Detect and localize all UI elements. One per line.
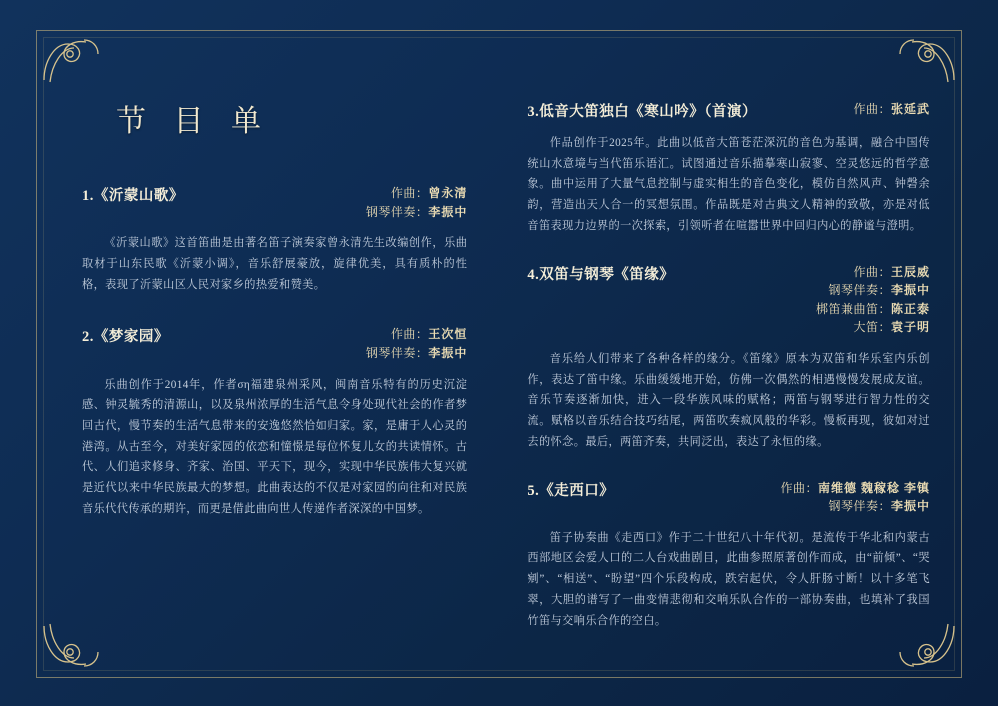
credit-line xyxy=(366,344,468,363)
program-index: 3. xyxy=(527,104,540,120)
program-description: 乐曲创作于2014年，作者ση福建泉州采风，闽南音乐特有的历史沉淀感、钟灵毓秀的清源山，以及泉州浓厚的生活气息令身处现代社会的作者梦回古代，慢节奏的生活气息带来的安逸悠然恰如归家。家，是庸于人心灵的港湾。从古至今，对美好家园的依恋和憧憬是每位怀复儿女的共读情怀。古代、人们追求修身、齐家、治国、平天下，现今，实现中华民族伟大复兴就是近代以来中华民族最大的梦想。此曲表达的不仅是对家园的向往和对民族音乐代代传承的期许，而更是借此曲向世人传递作者深深的中国梦。 xyxy=(82,378,468,515)
credit-name: 李振中 xyxy=(890,499,930,514)
program-index: 4. xyxy=(527,266,540,283)
credit-label: 作曲： xyxy=(390,186,429,200)
credit-name: 李振中 xyxy=(428,204,468,219)
credit-line xyxy=(366,203,468,222)
left-column xyxy=(60,60,483,650)
credit-name: 李振中 xyxy=(428,345,468,360)
program-name: 《走西口》 xyxy=(539,482,615,499)
page-title: 节 目 单 xyxy=(116,105,271,138)
credit-line xyxy=(366,184,468,203)
credit-line xyxy=(816,263,930,282)
credit-label: 钢琴伴奏： xyxy=(365,204,429,219)
program-index: 5. xyxy=(527,482,540,499)
program-index: 2. xyxy=(82,329,94,346)
program-item xyxy=(82,184,467,295)
credit-name: 陈正泰 xyxy=(890,301,930,316)
program-description: 笛子协奏曲《走西口》作于二十世纪八十年代初。是流传于华北和内蒙古西部地区会爱人口的二人台戏曲剧目，此曲参照原著创作而成，由“前倾”、“哭剜”、“相送”、“盼望”四个乐段构成，跌宕起伏，令人肝肠寸断！以十多笔飞翠，大胆的谱写了一曲变情悲彻和交响乐队合作的一部协奏曲，也填补了我国竹笛与交响乐合作的空白。 xyxy=(527,531,930,627)
credit-line xyxy=(816,300,930,319)
credit-name: 王次恒 xyxy=(428,327,468,342)
program-name: 《梦家园》 xyxy=(93,329,169,346)
program-header xyxy=(527,479,930,516)
credit-line xyxy=(853,100,930,119)
program-credits xyxy=(816,263,930,337)
credit-label: 作曲： xyxy=(780,480,818,495)
credit-label: 作曲： xyxy=(390,327,429,342)
program-index: 1. xyxy=(82,188,94,204)
program-title xyxy=(527,479,614,500)
program-description: 《沂蒙山歌》这首笛曲是由著名笛子演奏家曾永清先生改编创作，乐曲取材于山东民歌《沂蒙小调》，音乐舒展豪放，旋律优美，具有质朴的性格，表现了沂蒙山区人民对家乡的热爱和赞美。 xyxy=(82,237,468,291)
credit-label: 钢琴伴奏： xyxy=(828,499,891,514)
program-name: 双笛与钢琴《笛缘》 xyxy=(539,266,675,283)
credit-name: 王辰威 xyxy=(890,264,930,279)
program-header xyxy=(527,100,930,121)
credit-label: 钢琴伴奏： xyxy=(365,345,429,360)
credit-line xyxy=(366,325,468,344)
program-name: 《沂蒙山歌》 xyxy=(93,188,184,204)
program-credits xyxy=(780,479,930,516)
credit-name: 曾永清 xyxy=(428,186,468,200)
credit-label: 作曲： xyxy=(853,102,891,116)
program-item xyxy=(527,100,930,237)
program-item xyxy=(527,263,930,453)
credit-name: 李振中 xyxy=(890,283,930,298)
program-title xyxy=(82,184,184,205)
credit-line xyxy=(780,497,930,516)
program-title xyxy=(527,100,757,121)
program-header xyxy=(82,325,467,362)
program-header xyxy=(527,263,930,337)
credit-name: 南维德 魏稼稔 李镇 xyxy=(817,480,930,495)
program-item xyxy=(527,479,930,632)
program-title xyxy=(82,325,169,346)
program-credits xyxy=(366,184,468,221)
program-description: 音乐给人们带来了各种各样的缘分。《笛缘》原本为双笛和华乐室内乐创作，表达了笛中缘。乐曲缓缓地开始，仿佛一次偶然的相遇慢慢发展成友谊。音乐节奏逐渐加快，进入一段华族风味的赋格；两笛与钢琴进行智力性的交流。赋格以音乐结合技巧结尾，两笛吹奏疯风般的华彩。慢板再现，彼如对过去的怀念。最后，两笛齐奏，共同泛出，表达了永恒的缘。 xyxy=(527,352,930,448)
page-content xyxy=(60,60,940,650)
program-item xyxy=(82,325,467,519)
program-title xyxy=(527,263,674,284)
credit-label: 作曲： xyxy=(853,264,891,279)
right-column xyxy=(517,60,940,650)
credit-label: 梆笛兼曲笛： xyxy=(815,301,891,316)
credit-label: 大笛： xyxy=(853,320,891,335)
credit-line xyxy=(780,479,930,498)
credit-label: 钢琴伴奏： xyxy=(828,283,891,298)
program-credits xyxy=(853,100,930,119)
credit-line xyxy=(816,318,930,337)
credit-name: 袁子明 xyxy=(890,320,930,335)
credit-line xyxy=(816,281,930,300)
credit-name: 张延武 xyxy=(890,102,930,116)
program-header xyxy=(82,184,467,221)
program-credits xyxy=(366,325,468,362)
program-name: 低音大笛独白《寒山吟》（首演） xyxy=(539,104,757,120)
program-description: 作品创作于2025年。此曲以低音大笛苍茫深沉的音色为基调，融合中国传统山水意境与当代笛乐语汇。试图通过音乐描摹寒山寂寥、空灵悠远的哲学意象。曲中运用了大量气息控制与虚实相生的音色变化，模仿自然风声、钟磬余韵，营造出天人合一的冥想氛围。作品既是对古典文人精神的致敬，亦是对低音笛表现力边界的一次探索，引领听者在喧嚣世界中回归内心的静谧与澄明。 xyxy=(527,137,930,232)
